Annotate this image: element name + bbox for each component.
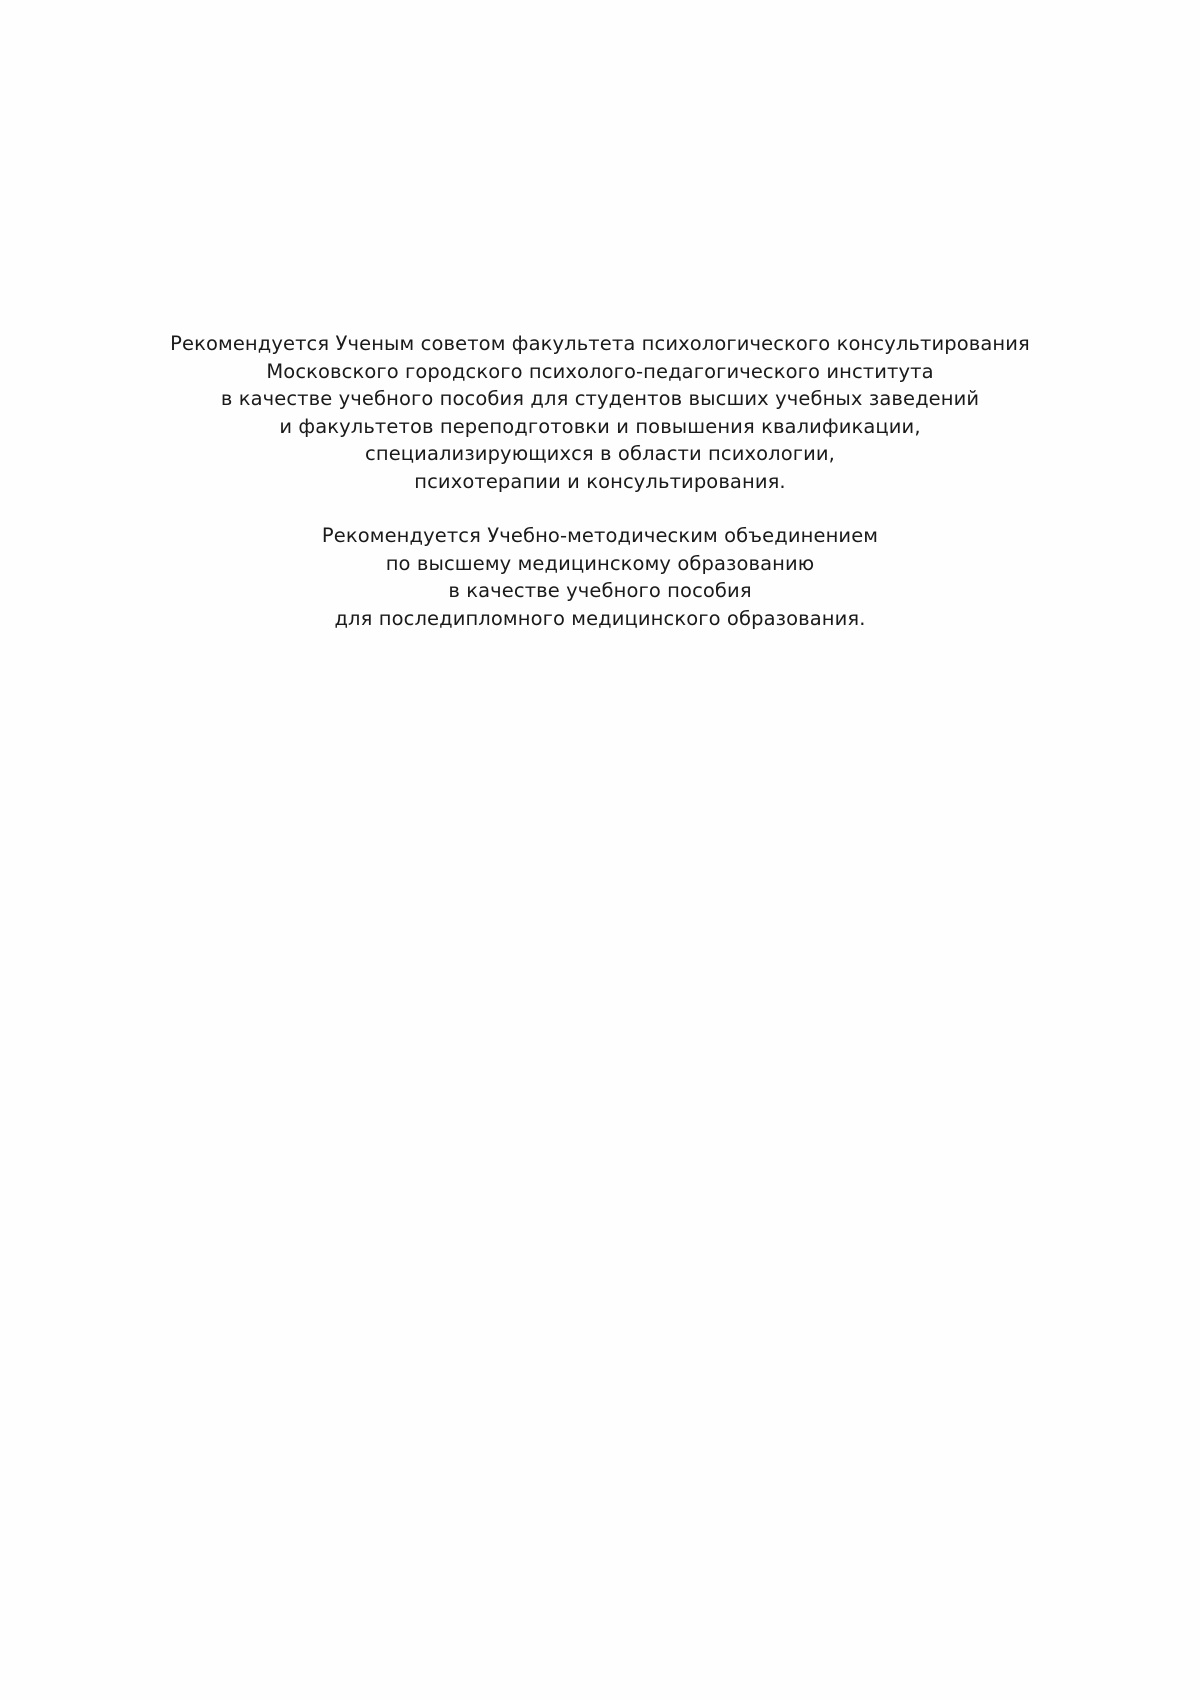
recommendation-line: в качестве учебного пособия для студентов высших учебных заведений: [220, 387, 980, 410]
recommendation-line: в качестве учебного пособия: [448, 579, 752, 602]
recommendation-line: по высшему медицинскому образованию: [385, 551, 815, 575]
recommendation-line: Рекомендуется Ученым советом факультета психологического консультирования: [170, 332, 1030, 355]
recommendation-line: для последипломного медицинского образования.: [334, 606, 866, 630]
recommendation-line: специализирующихся в области психологии,: [365, 442, 835, 465]
recommendation-line: Рекомендуется Учебно-методическим объединением: [321, 524, 879, 547]
recommendation-line: Московского городского психолого-педагогического института: [266, 359, 934, 383]
recommendation-line: психотерапии и консультирования.: [414, 469, 786, 493]
recommendation-block-academic-council: [0, 330, 1200, 495]
recommendation-line: и факультетов переподготовки и повышения квалификации,: [279, 414, 921, 438]
recommendation-block-methodical-association: [0, 522, 1200, 632]
